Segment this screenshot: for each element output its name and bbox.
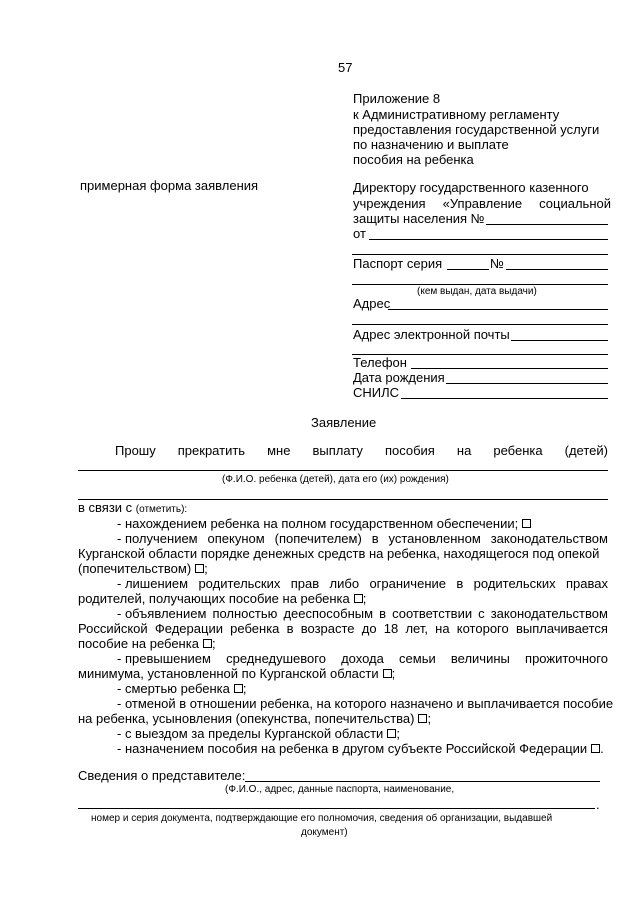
appendix-line-5: пособия на ребенка [353, 152, 474, 167]
reason-word: ребенка [230, 621, 280, 636]
reason-word: дохода [341, 651, 384, 666]
child-info-note: (Ф.И.О. ребенка (детей), дата его (их) рождения) [222, 474, 449, 485]
reason-word: величины [450, 651, 510, 666]
from-field-extra[interactable] [352, 254, 608, 255]
reason-word: - превышением [117, 651, 211, 666]
reason-word: законодательством [490, 531, 608, 546]
reason-3-line-2: родителей, получающих пособие на ребенка ; [78, 591, 367, 606]
reason-9: - назначением пособия на ребенка в другом субъекте Российской Федерации . [117, 741, 604, 756]
reason-1: - нахождением ребенка на полном государственном обеспечении; [117, 516, 531, 531]
reason-intro-note: (отметить): [135, 504, 188, 515]
reason-2-line-1 [117, 531, 608, 546]
representative-note-2: номер и серия документа, подтверждающие его полномочия, сведения об организации, выдавшей [91, 813, 553, 824]
reason-word: установленном [388, 531, 481, 546]
reason-word: семьи [399, 651, 436, 666]
email-label: Адрес электронной почты [353, 327, 510, 342]
appendix-line-2: к Административному регламенту [353, 107, 560, 122]
document-title: Заявление [311, 415, 377, 430]
addressee-word: «Управление [442, 196, 523, 211]
reason-6: - смертью ребенка ; [117, 681, 247, 696]
reason-2-line-2: Курганской области порядке денежных средств на ребенка, находящегося под опекой [78, 546, 600, 561]
reason-2-line-3: (попечительством) ; [78, 561, 208, 576]
reason-word: в [286, 621, 294, 636]
request-word: ребенка [493, 443, 543, 458]
reason-word: в [371, 531, 379, 546]
form-caption: примерная форма заявления [80, 178, 259, 193]
reason-5-line-1 [117, 651, 608, 666]
checkbox[interactable] [522, 519, 531, 528]
reason-text: (попечительством) [78, 561, 192, 576]
reason-4-line-2 [78, 621, 608, 636]
passport-series-field[interactable] [447, 269, 489, 270]
from-label: от [353, 226, 366, 241]
address-field[interactable] [388, 309, 608, 310]
reason-7-line-1: - отменой в отношении ребенка, на которого назначено и выплачивается пособие [117, 696, 614, 711]
address-field-extra[interactable] [352, 324, 608, 325]
checkbox[interactable] [383, 669, 392, 678]
office-number-field[interactable] [486, 224, 608, 225]
reason-text: на ребенка, усыновления (опекунства, попечительства) [78, 711, 415, 726]
reason-word: - получением [117, 531, 198, 546]
reason-word: до [361, 621, 377, 636]
reason-word: - объявлением [117, 606, 207, 621]
addressee-word: социальной [539, 196, 611, 211]
reason-word: возрасте [300, 621, 355, 636]
reason-word: прожиточного [525, 651, 608, 666]
checkbox[interactable] [234, 684, 243, 693]
email-field[interactable] [511, 340, 608, 341]
request-word: на [456, 443, 472, 458]
addressee-line-2 [353, 196, 611, 211]
reason-word: либо [329, 576, 360, 591]
reason-word: (попечителем) [274, 531, 362, 546]
reason-text: - с выездом за пределы Курганской области [117, 726, 384, 741]
request-word: (детей) [564, 443, 608, 458]
child-info-field[interactable] [78, 470, 608, 471]
addressee-line-3: защиты населения № [353, 211, 485, 226]
request-word: выплату [312, 443, 363, 458]
request-word: прекратить [177, 443, 246, 458]
appendix-line-1: Приложение 8 [353, 91, 441, 106]
reason-word: опекуном [207, 531, 265, 546]
reason-word: 18 [383, 621, 399, 636]
snils-label: СНИЛС [353, 385, 400, 400]
request-word: мне [267, 443, 291, 458]
request-word: Прошу [115, 443, 156, 458]
from-field[interactable] [369, 239, 608, 240]
reason-word: среднедушевого [226, 651, 326, 666]
phone-field[interactable] [411, 368, 608, 369]
reason-7-line-2: на ребенка, усыновления (опекунства, попечительства) ; [78, 711, 432, 726]
checkbox[interactable] [203, 639, 212, 648]
reason-4-line-3: пособие на ребенка ; [78, 636, 216, 651]
reason-word: родительских [473, 576, 556, 591]
reason-text: родителей, получающих пособие на ребенка [78, 591, 350, 606]
snils-field[interactable] [401, 398, 608, 399]
page-number: 57 [338, 60, 353, 75]
reason-word: ограничение [369, 576, 446, 591]
reason-word: Российской [78, 621, 148, 636]
reason-word: соответствии [392, 606, 473, 621]
passport-series-label: Паспорт серия [353, 256, 443, 271]
reason-word: - лишением [117, 576, 189, 591]
addressee-line-1: Директору государственного казенного [353, 180, 589, 195]
reason-8: - с выездом за пределы Курганской области ; [117, 726, 400, 741]
passport-issued-field[interactable] [352, 284, 608, 285]
reason-intro [78, 500, 187, 515]
appendix-line-3: предоставления государственной услуги [353, 122, 600, 137]
reason-word: прав [290, 576, 320, 591]
reason-text: - назначением пособия на ребенка в другом субъекте Российской Федерации [117, 741, 588, 756]
reason-word: лет, [405, 621, 428, 636]
reason-word: Федерации [154, 621, 223, 636]
reason-text: - нахождением ребенка на полном государственном обеспечении [117, 516, 515, 531]
reason-word: в [379, 606, 387, 621]
representative-line-end: . [596, 797, 600, 812]
representative-note-1: (Ф.И.О., адрес, данные паспорта, наименование, [225, 784, 455, 795]
reason-intro-text: в связи с [78, 500, 133, 515]
representative-field[interactable] [245, 781, 600, 782]
appendix-line-4: по назначению и выплате [353, 137, 509, 152]
representative-note-3: документ) [301, 827, 348, 838]
passport-issued-note: (кем выдан, дата выдачи) [417, 286, 537, 297]
checkbox[interactable] [387, 729, 396, 738]
checkbox[interactable] [195, 564, 204, 573]
reason-word: родительских [198, 576, 281, 591]
reason-word: дееспособным [283, 606, 374, 621]
reason-word: которого [456, 621, 509, 636]
reason-4-line-1 [117, 606, 608, 621]
reason-word: законодательством [490, 606, 608, 621]
passport-number-field[interactable] [506, 269, 608, 270]
reason-word: на [435, 621, 450, 636]
reason-word: выплачивается [515, 621, 608, 636]
phone-label: Телефон [353, 355, 407, 370]
reason-5-line-2: минимума, установленной по Курганской области ; [78, 666, 396, 681]
representative-label: Сведения о представителе: [78, 768, 246, 783]
reason-word: в [456, 576, 464, 591]
request-word: пособия [384, 443, 435, 458]
checkbox[interactable] [591, 744, 600, 753]
reason-text: - смертью ребенка [117, 681, 230, 696]
passport-number-label: № [490, 256, 504, 271]
birth-date-label: Дата рождения [353, 370, 445, 385]
reason-word: с [478, 606, 485, 621]
checkbox[interactable] [418, 714, 427, 723]
representative-field-extra[interactable] [78, 808, 595, 809]
address-label: Адрес [353, 296, 391, 311]
birth-date-field[interactable] [446, 383, 608, 384]
reason-text: минимума, установленной по Курганской области [78, 666, 379, 681]
addressee-word: учреждения [353, 196, 426, 211]
reason-word: правах [565, 576, 608, 591]
reason-word: полностью [212, 606, 278, 621]
reason-text: пособие на ребенка [78, 636, 199, 651]
checkbox[interactable] [354, 594, 363, 603]
reason-3-line-1 [117, 576, 608, 591]
request-line [115, 443, 608, 458]
